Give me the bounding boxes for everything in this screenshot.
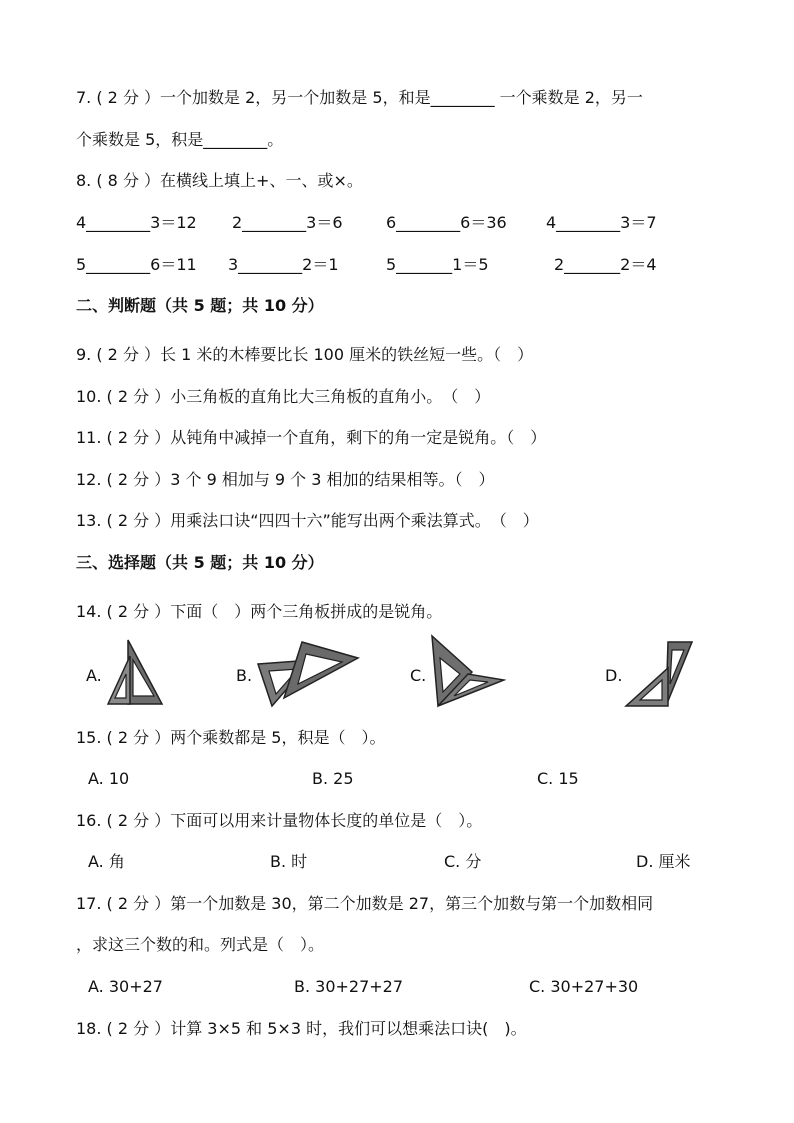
question-17-line-2: ，求这三个数的和。列式是（ ）。 [76, 935, 325, 954]
question-11: 11. ( 2 分 ）从钝角中减掉一个直角，剩下的角一定是锐角。（ ） [76, 428, 547, 447]
q8-row1-item-2: 2________3＝6 [232, 213, 343, 232]
q14-option-c-figure [428, 634, 506, 710]
q16-option-c: C. 分 [444, 852, 482, 871]
q14-option-a-figure [104, 638, 166, 708]
question-7-line-1: 7. ( 2 分 ）一个加数是 2，另一个加数是 5，和是________ 一个乘数是 2，另一 [76, 88, 643, 107]
q17-option-a: A. 30+27 [88, 977, 163, 996]
q15-option-b: B. 25 [312, 769, 354, 788]
question-8-stem: 8. ( 8 分 ）在横线上填上+、一、或×。 [76, 171, 363, 190]
question-13: 13. ( 2 分 ）用乘法口诀“四四十六”能写出两个乘法算式。 （ ） [76, 511, 539, 530]
q15-option-a: A. 10 [88, 769, 130, 788]
q15-option-c: C. 15 [537, 769, 579, 788]
q8-row2-item-2: 3________2＝1 [228, 255, 339, 274]
q17-option-c: C. 30+27+30 [529, 977, 639, 996]
q14-option-d-label: D. [605, 666, 623, 685]
q14-option-d-figure [624, 638, 694, 710]
q8-row2-item-4: 2_______2＝4 [554, 255, 657, 274]
q17-option-b: B. 30+27+27 [294, 977, 404, 996]
q8-row1-item-3: 6________6＝36 [386, 213, 507, 232]
q14-option-b-figure [254, 638, 362, 708]
section-3-title: 三、选择题（共 5 题；共 10 分） [76, 553, 324, 572]
question-7-line-2: 个乘数是 5，积是________。 [76, 130, 284, 149]
q8-row2-item-3: 5_______1＝5 [386, 255, 489, 274]
q14-option-a-label: A. [86, 666, 102, 685]
question-14-stem: 14. ( 2 分 ）下面（ ）两个三角板拼成的是锐角。 [76, 602, 443, 621]
question-15-stem: 15. ( 2 分 ）两个乘数都是 5，积是（ ）。 [76, 728, 386, 747]
question-12: 12. ( 2 分 ）3 个 9 相加与 9 个 3 相加的结果相等。（ ） [76, 470, 495, 489]
question-9: 9. ( 2 分 ）长 1 米的木棒要比长 100 厘米的铁丝短一些。（ ） [76, 345, 534, 364]
question-17-line-1: 17. ( 2 分 ）第一个加数是 30，第二个加数是 27，第三个加数与第一个加数相同 [76, 894, 654, 913]
question-16-stem: 16. ( 2 分 ）下面可以用来计量物体长度的单位是（ ）。 [76, 811, 483, 830]
q8-row1-item-1: 4________3＝12 [76, 213, 197, 232]
q8-row1-item-4: 4________3＝7 [546, 213, 657, 232]
section-2-title: 二、判断题（共 5 题；共 10 分） [76, 296, 324, 315]
q16-option-a: A. 角 [88, 852, 125, 871]
q14-option-c-label: C. [410, 666, 427, 685]
q8-row2-item-1: 5________6＝11 [76, 255, 197, 274]
q14-option-b-label: B. [236, 666, 253, 685]
question-18-stem: 18. ( 2 分 ）计算 3×5 和 5×3 时，我们可以想乘法口诀( )。 [76, 1019, 527, 1038]
question-10: 10. ( 2 分 ）小三角板的直角比大三角板的直角小。 （ ） [76, 387, 491, 406]
q16-option-d: D. 厘米 [636, 852, 691, 871]
q16-option-b: B. 时 [270, 852, 308, 871]
